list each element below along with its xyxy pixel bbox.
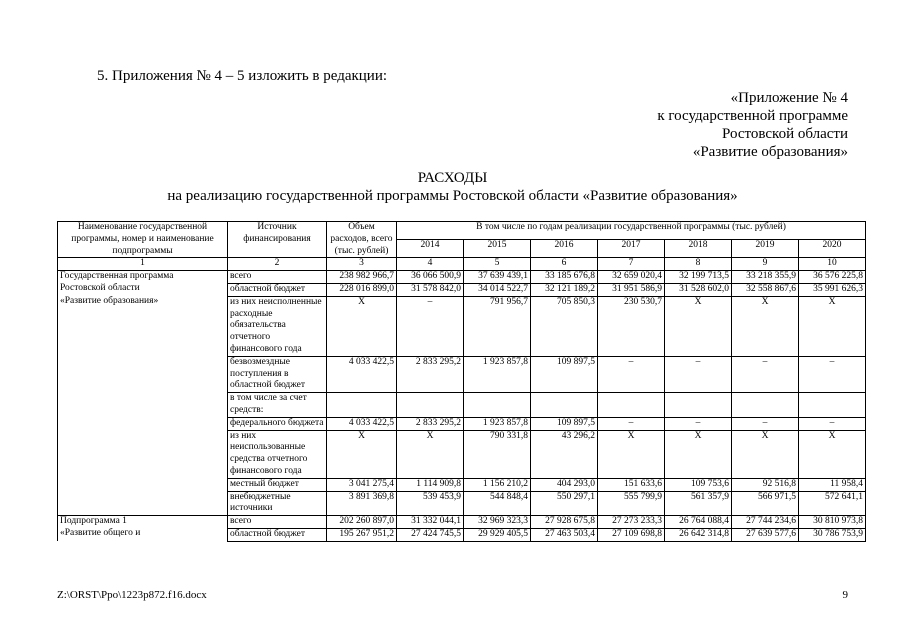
column-number: 9 [732,258,799,271]
value-cell: X [799,430,866,478]
header-name: Наименование государственной программы, номер и наименование подпрограммы [58,222,228,258]
appendix-line: Ростовской области [722,126,848,142]
value-cell: 33 218 355,9 [732,271,799,284]
source-cell: внебюджетные источники [228,491,327,516]
value-cell: 27 639 577,6 [732,528,799,541]
value-cell: 238 982 966,7 [327,271,397,284]
source-cell: федерального бюджета [228,417,327,430]
source-cell: местный бюджет [228,478,327,491]
value-cell: 30 786 753,9 [799,528,866,541]
value-cell: 27 928 675,8 [531,516,598,529]
value-cell: 92 516,8 [732,478,799,491]
value-cell: – [397,296,464,356]
column-number: 5 [464,258,531,271]
value-cell: 31 951 586,9 [598,283,665,296]
value-cell: X [665,296,732,356]
column-number: 2 [228,258,327,271]
header-year: 2020 [799,240,866,258]
appendix-line: к государственной программе [657,108,848,124]
value-cell: 30 810 973,8 [799,516,866,529]
subprogram-name-cell: «Развитие общего и [58,528,228,541]
header-source: Источник финансирования [228,222,327,258]
value-cell [531,393,598,418]
table-row [58,528,866,541]
value-cell: 151 633,6 [598,478,665,491]
table-row [58,478,866,491]
value-cell: 1 923 857,8 [464,417,531,430]
appendix-line: «Приложение № 4 [730,90,848,106]
value-cell: X [327,430,397,478]
value-cell: 109 753,6 [665,478,732,491]
header-year: 2014 [397,240,464,258]
value-cell: X [598,430,665,478]
value-cell: 228 016 899,0 [327,283,397,296]
column-number: 6 [531,258,598,271]
source-cell: всего [228,516,327,529]
value-cell: 34 014 522,7 [464,283,531,296]
value-cell: 35 991 626,3 [799,283,866,296]
value-cell [799,393,866,418]
table-row [58,271,866,284]
value-cell: 31 332 044,1 [397,516,464,529]
value-cell: 27 109 698,8 [598,528,665,541]
value-cell: 31 528 602,0 [665,283,732,296]
value-cell: 555 799,9 [598,491,665,516]
value-cell: – [665,417,732,430]
source-cell: всего [228,271,327,284]
program-name-cell [58,430,228,478]
table-row [58,516,866,529]
source-cell: безвозмездные поступления в областной бюджет [228,356,327,392]
value-cell [598,393,665,418]
value-cell: X [327,296,397,356]
program-name-cell [58,491,228,516]
source-cell: из них неиспользованные средства отчетного финансового года [228,430,327,478]
value-cell: 11 958,4 [799,478,866,491]
source-cell: в том числе за счет средств: [228,393,327,418]
value-cell [732,393,799,418]
value-cell: 31 578 842,0 [397,283,464,296]
value-cell: 3 891 369,8 [327,491,397,516]
value-cell: 3 041 275,4 [327,478,397,491]
value-cell: 26 764 088,4 [665,516,732,529]
value-cell: 32 558 867,6 [732,283,799,296]
value-cell: 1 923 857,8 [464,356,531,392]
table-row [58,283,866,296]
value-cell: 32 659 020,4 [598,271,665,284]
value-cell: 109 897,5 [531,356,598,392]
program-name-cell [58,393,228,418]
value-cell: – [732,356,799,392]
value-cell: X [732,430,799,478]
value-cell: – [799,417,866,430]
value-cell: 566 971,5 [732,491,799,516]
value-cell: X [799,296,866,356]
table-row [58,430,866,478]
value-cell: 26 642 314,8 [665,528,732,541]
source-cell: из них неисполненные расходные обязательства отчетного финансового года [228,296,327,356]
column-number: 1 [58,258,228,271]
value-cell: 27 424 745,5 [397,528,464,541]
value-cell: 36 576 225,8 [799,271,866,284]
table-row [58,491,866,516]
header-year: 2017 [598,240,665,258]
value-cell: 2 833 295,2 [397,356,464,392]
program-name-cell [58,356,228,392]
program-name-cell: Государственная программа [58,271,228,284]
value-cell: 109 897,5 [531,417,598,430]
header-year: 2018 [665,240,732,258]
value-cell: 1 114 909,8 [397,478,464,491]
value-cell: – [665,356,732,392]
value-cell: 791 956,7 [464,296,531,356]
program-name-cell [58,478,228,491]
value-cell: 36 066 500,9 [397,271,464,284]
title-sub: на реализацию государственной программы Ростовской области «Развитие образования» [167,188,738,204]
source-cell: областной бюджет [228,528,327,541]
value-cell: X [665,430,732,478]
value-cell [464,393,531,418]
header-total: Объем расходов, всего (тыс. рублей) [327,222,397,258]
intro-paragraph: 5. Приложения № 4 – 5 изложить в редакции: [97,68,388,84]
header-year: 2019 [732,240,799,258]
value-cell: 230 530,7 [598,296,665,356]
value-cell: 572 641,1 [799,491,866,516]
file-path: Z:\ORST\Ppo\1223p872.f16.docx [57,589,207,601]
value-cell: – [598,356,665,392]
value-cell: 202 260 897,0 [327,516,397,529]
value-cell: 27 744 234,6 [732,516,799,529]
column-number: 7 [598,258,665,271]
header-years-group: В том числе по годам реализации государственной программы (тыс. рублей) [397,222,866,240]
value-cell [665,393,732,418]
value-cell [327,393,397,418]
header-year: 2016 [531,240,598,258]
value-cell: 1 156 210,2 [464,478,531,491]
subprogram-name-cell: Подпрограмма 1 [58,516,228,529]
value-cell: 544 848,4 [464,491,531,516]
value-cell: 32 969 323,3 [464,516,531,529]
column-number: 3 [327,258,397,271]
value-cell: 43 296,2 [531,430,598,478]
value-cell: 37 639 439,1 [464,271,531,284]
appendix-heading [628,89,848,161]
value-cell: 195 267 951,2 [327,528,397,541]
value-cell: X [397,430,464,478]
expenses-table [57,221,866,542]
value-cell: 27 463 503,4 [531,528,598,541]
value-cell: 790 331,8 [464,430,531,478]
value-cell: 32 199 713,5 [665,271,732,284]
table-row [58,417,866,430]
value-cell: 4 033 422,5 [327,356,397,392]
program-name-cell: «Развитие образования» [58,296,228,356]
value-cell: 550 297,1 [531,491,598,516]
appendix-line: «Развитие образования» [692,144,848,160]
value-cell: – [799,356,866,392]
value-cell: – [598,417,665,430]
source-cell: областной бюджет [228,283,327,296]
value-cell: 32 121 189,2 [531,283,598,296]
value-cell: 2 833 295,2 [397,417,464,430]
table-row [58,356,866,392]
program-name-cell: Ростовской области [58,283,228,296]
value-cell: 561 357,9 [665,491,732,516]
document-title [0,169,905,205]
value-cell: 404 293,0 [531,478,598,491]
page-number: 9 [842,589,848,601]
value-cell: 27 273 233,3 [598,516,665,529]
value-cell: 4 033 422,5 [327,417,397,430]
value-cell: X [732,296,799,356]
value-cell [397,393,464,418]
value-cell: 33 185 676,8 [531,271,598,284]
value-cell: 29 929 405,5 [464,528,531,541]
value-cell: 539 453,9 [397,491,464,516]
value-cell: 705 850,3 [531,296,598,356]
column-number: 4 [397,258,464,271]
title-main: РАСХОДЫ [417,170,488,186]
header-year: 2015 [464,240,531,258]
column-number: 8 [665,258,732,271]
table-row [58,296,866,356]
column-number: 10 [799,258,866,271]
table-row [58,393,866,418]
value-cell: – [732,417,799,430]
program-name-cell [58,417,228,430]
